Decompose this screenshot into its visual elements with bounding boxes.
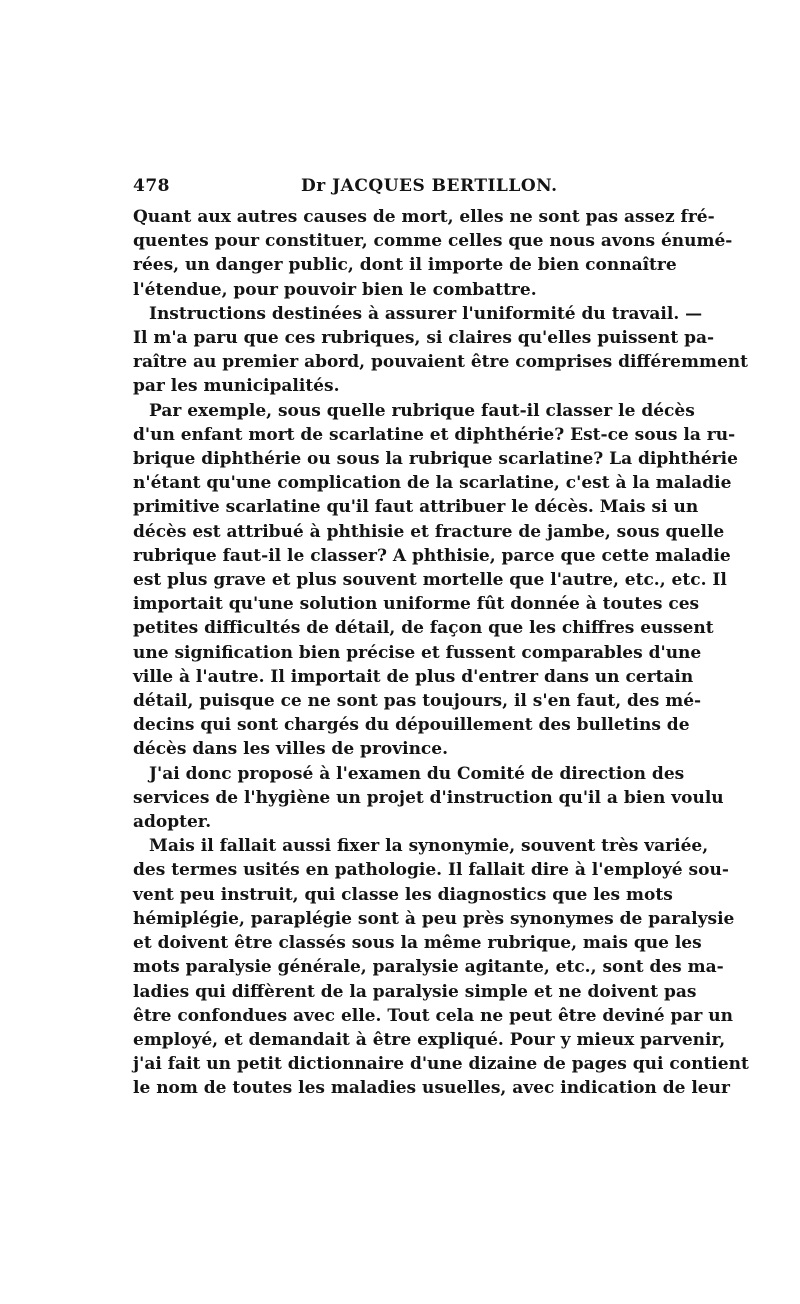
text-line: employé, et demandait à être expliqué. Pour y mieux parvenir, bbox=[133, 1029, 726, 1050]
text-line: Par exemple, sous quelle rubrique faut-il classer le décès bbox=[149, 400, 695, 421]
text-line: primitive scarlatine qu'il faut attribuer le décès. Mais si un bbox=[133, 497, 699, 518]
running-title: Dr JACQUES BERTILLON. bbox=[301, 176, 558, 196]
paragraph-instructions bbox=[133, 302, 748, 399]
text-line: hémiplégie, paraplégie sont à peu près synonymes de paralysie bbox=[133, 908, 735, 929]
text-line: petites difficultés de détail, de façon que les chiffres eussent bbox=[133, 618, 714, 639]
text-line: Instructions destinées à assurer l'uniformité du travail. — bbox=[149, 303, 703, 324]
text-line: rubrique faut-il le classer? A phthisie, parce que cette maladie bbox=[133, 545, 731, 566]
text-line: ladies qui diffèrent de la paralysie simple et ne doivent pas bbox=[133, 981, 697, 1002]
text-line: quentes pour constituer, comme celles que nous avons énumé- bbox=[133, 231, 733, 252]
text-line: raître au premier abord, pouvaient être comprises différemment bbox=[133, 352, 748, 373]
text-line: Quant aux autres causes de mort, elles ne sont pas assez fré- bbox=[133, 207, 715, 227]
text-line: d'un enfant mort de scarlatine et diphthérie? Est-ce sous la ru- bbox=[133, 424, 736, 445]
text-line: être confondues avec elle. Tout cela ne peut être deviné par un bbox=[133, 1005, 733, 1026]
text-line: Il m'a paru que ces rubriques, si claires qu'elles puissent pa- bbox=[133, 328, 715, 349]
text-line: n'étant qu'une complication de la scarlatine, c'est à la maladie bbox=[133, 473, 732, 494]
text-line: ville à l'autre. Il importait de plus d'entrer dans un certain bbox=[133, 666, 694, 687]
text-line: une signification bien précise et fussent comparables d'une bbox=[133, 642, 702, 663]
text-line: services de l'hygiène un projet d'instruction qu'il a bien voulu bbox=[133, 787, 724, 808]
paragraph-exemple bbox=[133, 399, 738, 762]
text-line: mots paralysie générale, paralysie agitante, etc., sont des ma- bbox=[133, 957, 724, 978]
text-line: rées, un danger public, dont il importe de bien connaître bbox=[133, 255, 677, 276]
text-line: est plus grave et plus souvent mortelle que l'autre, etc., etc. Il bbox=[133, 570, 727, 591]
text-line: par les municipalités. bbox=[133, 376, 340, 397]
page-number: 478 bbox=[133, 176, 170, 196]
paragraph-synonymie bbox=[133, 834, 749, 1100]
text-line: le nom de toutes les maladies usuelles, avec indication de leur bbox=[133, 1078, 730, 1099]
text-line: détail, puisque ce ne sont pas toujours, il s'en faut, des mé- bbox=[133, 691, 702, 712]
text-line: décès est attribué à phthisie et fracture de jambe, sous quelle bbox=[133, 521, 725, 542]
text-line: et doivent être classés sous la même rubrique, mais que les bbox=[133, 933, 702, 954]
text-line: adopter. bbox=[133, 812, 212, 833]
text-line: Mais il fallait aussi fixer la synonymie, souvent très variée, bbox=[149, 836, 709, 857]
text-line: l'étendue, pour pouvoir bien le combattre. bbox=[133, 279, 537, 300]
paragraph-comite bbox=[133, 762, 724, 835]
text-line: décès dans les villes de province. bbox=[133, 739, 449, 760]
paragraph-causes bbox=[133, 205, 733, 302]
text-line: brique diphthérie ou sous la rubrique scarlatine? La diphthérie bbox=[133, 449, 738, 470]
text-line: vent peu instruit, qui classe les diagnostics que les mots bbox=[133, 884, 673, 905]
text-line: decins qui sont chargés du dépouillement des bulletins de bbox=[133, 715, 690, 736]
text-line: importait qu'une solution uniforme fût donnée à toutes ces bbox=[133, 594, 700, 615]
text-line: J'ai donc proposé à l'examen du Comité de direction des bbox=[149, 763, 685, 784]
page-header bbox=[133, 176, 673, 200]
text-line: j'ai fait un petit dictionnaire d'une dizaine de pages qui contient bbox=[133, 1054, 749, 1075]
body-text bbox=[133, 205, 749, 1101]
text-line: des termes usités en pathologie. Il fallait dire à l'employé sou- bbox=[133, 860, 729, 881]
